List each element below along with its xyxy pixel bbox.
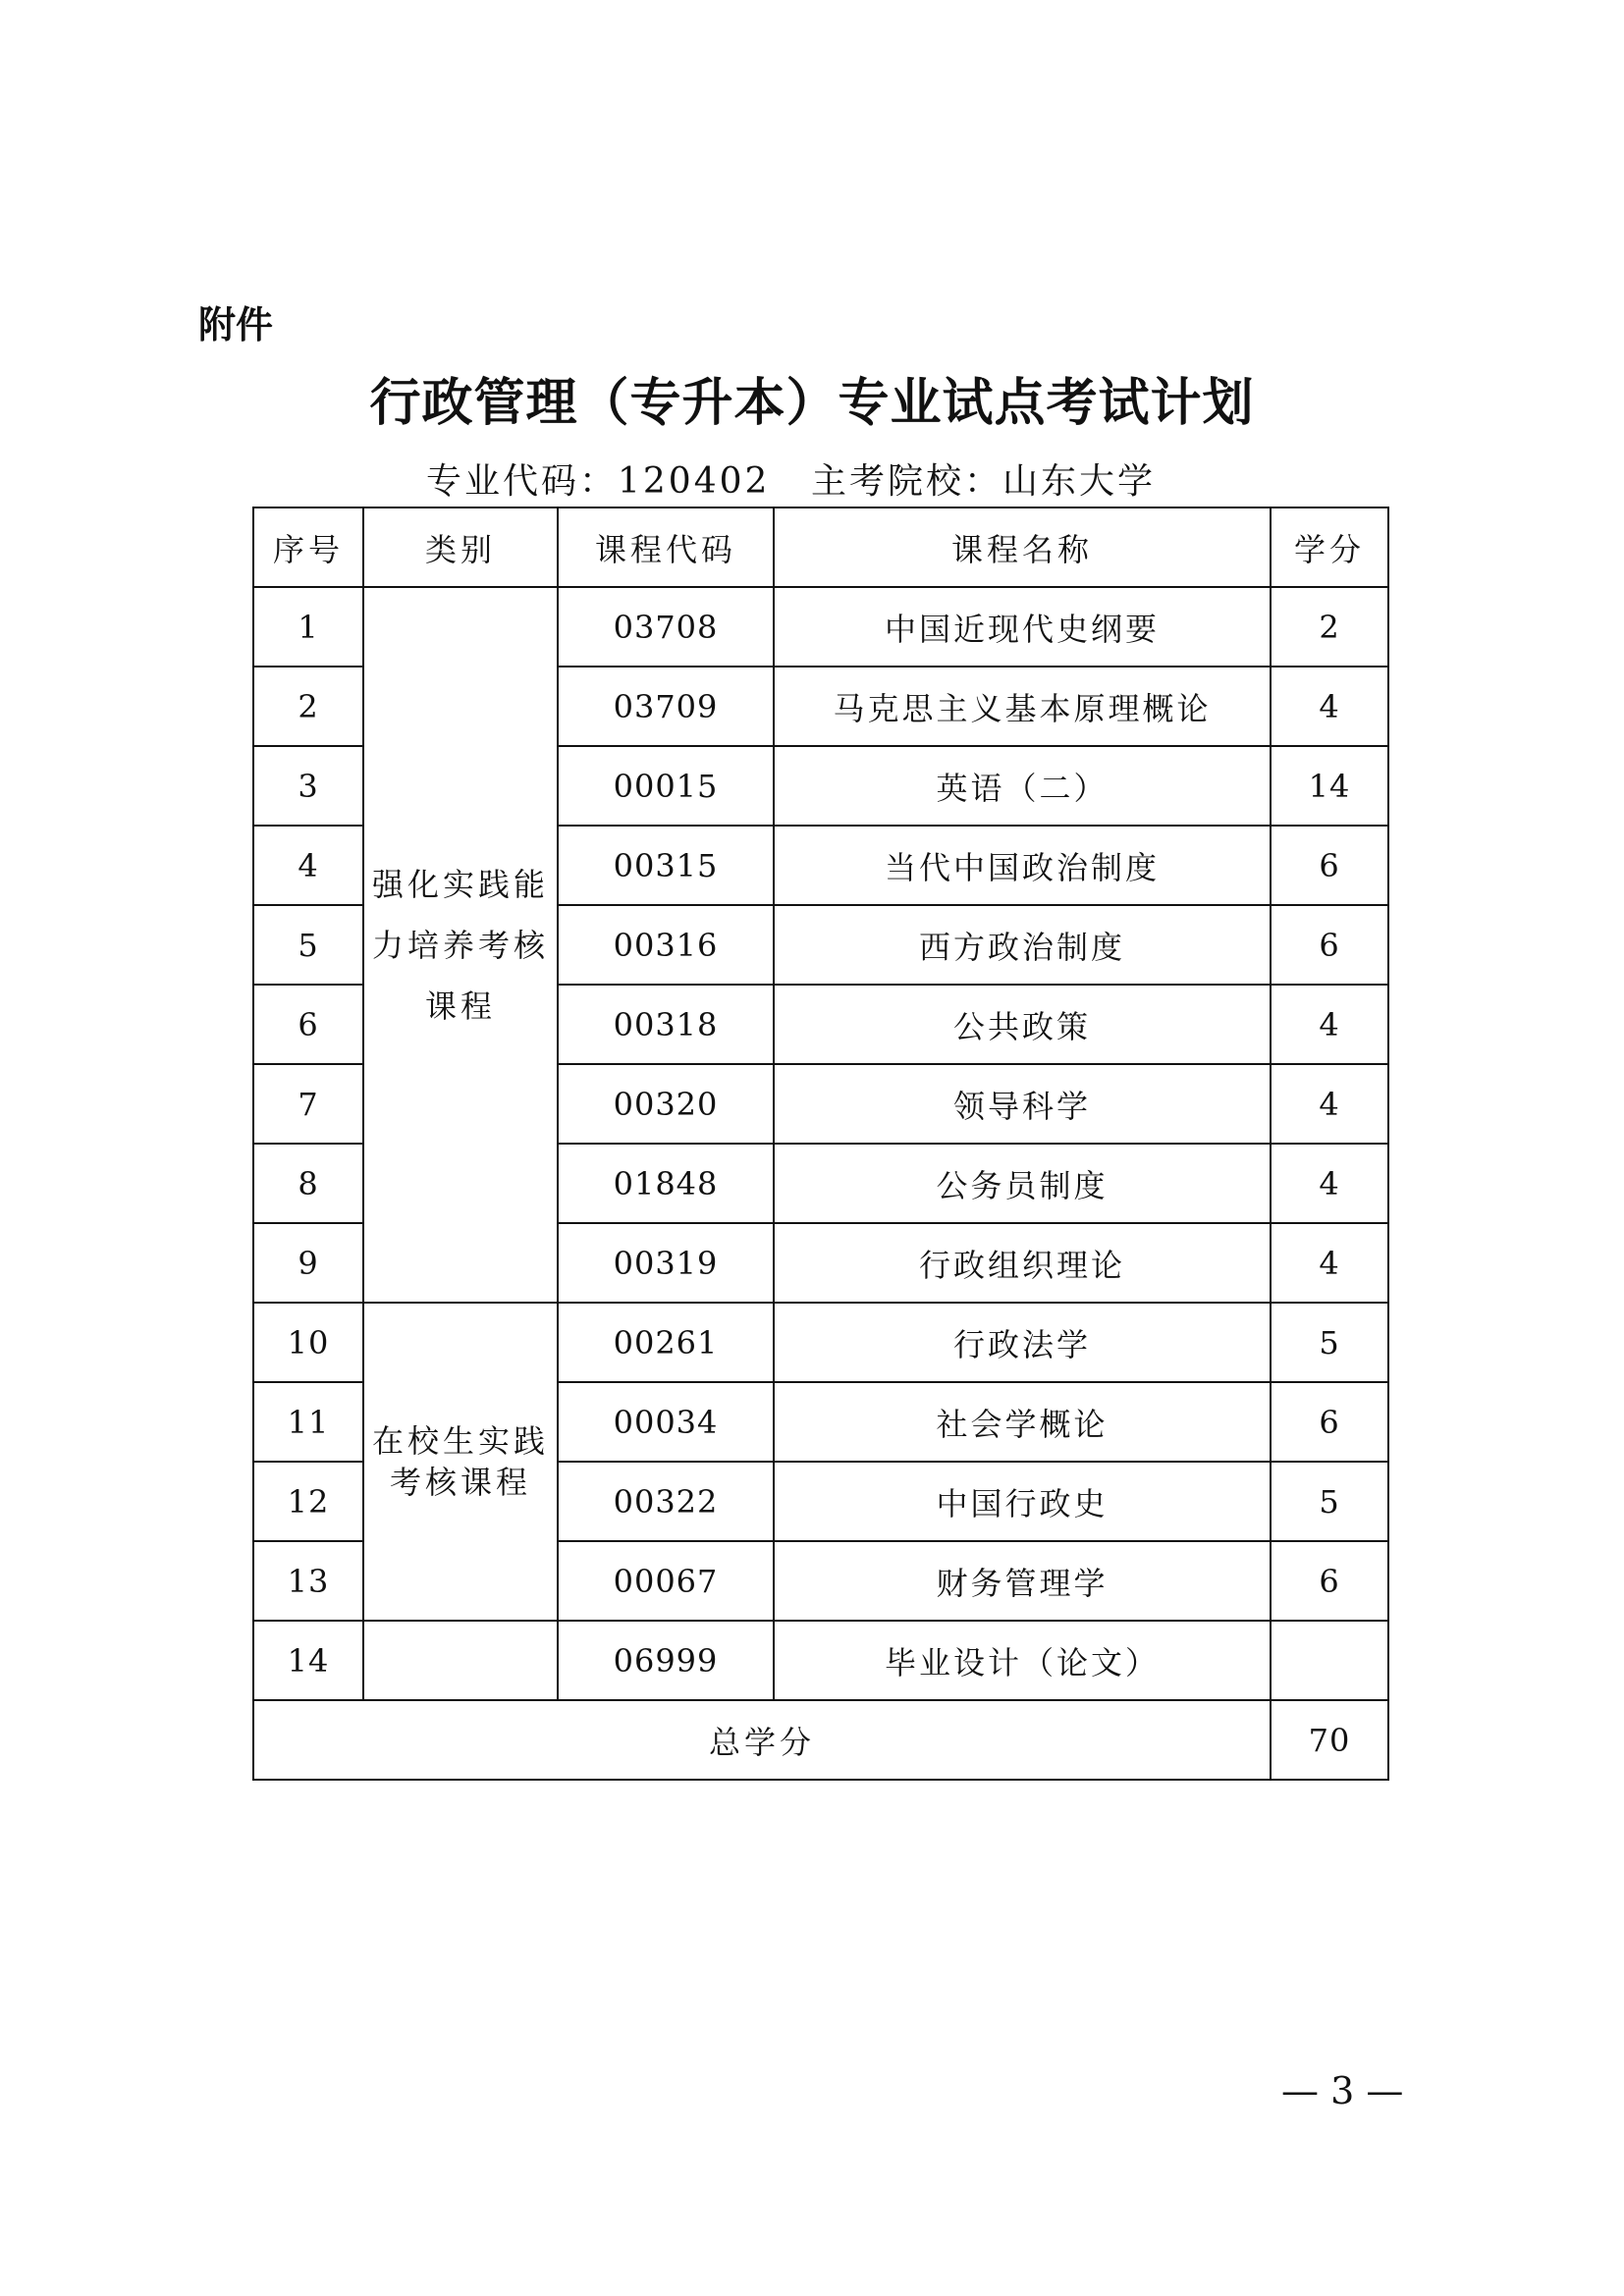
course-code: 06999 xyxy=(558,1621,774,1700)
credit: 4 xyxy=(1271,1223,1388,1303)
course-name: 公务员制度 xyxy=(774,1144,1271,1223)
row-no: 12 xyxy=(253,1462,363,1541)
document-title: 行政管理（专升本）专业试点考试计划 xyxy=(369,373,1255,433)
table-row xyxy=(253,1303,1388,1382)
course-code: 00319 xyxy=(558,1223,774,1303)
course-name: 领导科学 xyxy=(774,1064,1271,1144)
credit: 5 xyxy=(1271,1303,1388,1382)
course-name: 财务管理学 xyxy=(774,1541,1271,1621)
total-credit-label: 总学分 xyxy=(253,1700,1271,1780)
category-cell: 强化实践能力培养考核课程 xyxy=(363,587,558,1303)
header-credit: 学分 xyxy=(1271,507,1388,587)
course-name: 社会学概论 xyxy=(774,1382,1271,1462)
course-code: 00318 xyxy=(558,985,774,1064)
attachment-label: 附件 xyxy=(198,303,274,347)
credit: 4 xyxy=(1271,985,1388,1064)
major-code: 专业代码：120402 xyxy=(426,461,771,502)
row-no: 7 xyxy=(253,1064,363,1144)
credit: 4 xyxy=(1271,1064,1388,1144)
credit: 4 xyxy=(1271,667,1388,746)
credit: 6 xyxy=(1271,1382,1388,1462)
category-cell-empty xyxy=(363,1621,558,1700)
course-name: 中国近现代史纲要 xyxy=(774,587,1271,667)
row-no: 10 xyxy=(253,1303,363,1382)
course-name: 马克思主义基本原理概论 xyxy=(774,667,1271,746)
credit: 4 xyxy=(1271,1144,1388,1223)
course-code: 00034 xyxy=(558,1382,774,1462)
credit: 14 xyxy=(1271,746,1388,826)
header-category: 类别 xyxy=(363,507,558,587)
credit xyxy=(1271,1621,1388,1700)
row-no: 13 xyxy=(253,1541,363,1621)
course-code: 00261 xyxy=(558,1303,774,1382)
row-no: 14 xyxy=(253,1621,363,1700)
exam-plan-table xyxy=(252,507,1389,1781)
course-code: 00067 xyxy=(558,1541,774,1621)
course-name: 毕业设计（论文） xyxy=(774,1621,1271,1700)
header-no: 序号 xyxy=(253,507,363,587)
course-code: 01848 xyxy=(558,1144,774,1223)
course-code: 00315 xyxy=(558,826,774,905)
credit: 5 xyxy=(1271,1462,1388,1541)
course-name: 公共政策 xyxy=(774,985,1271,1064)
course-code: 00322 xyxy=(558,1462,774,1541)
row-no: 11 xyxy=(253,1382,363,1462)
course-name: 行政法学 xyxy=(774,1303,1271,1382)
page-number: — 3 — xyxy=(1281,2069,1404,2112)
table-row xyxy=(253,587,1388,667)
course-name: 英语（二） xyxy=(774,746,1271,826)
header-course-name: 课程名称 xyxy=(774,507,1271,587)
course-code: 03708 xyxy=(558,587,774,667)
credit: 6 xyxy=(1271,1541,1388,1621)
course-name: 行政组织理论 xyxy=(774,1223,1271,1303)
row-no: 4 xyxy=(253,826,363,905)
credit: 2 xyxy=(1271,587,1388,667)
examining-school: 主考院校：山东大学 xyxy=(811,461,1157,502)
course-code: 03709 xyxy=(558,667,774,746)
table-row xyxy=(253,1621,1388,1700)
credit: 6 xyxy=(1271,826,1388,905)
row-no: 9 xyxy=(253,1223,363,1303)
row-no: 2 xyxy=(253,667,363,746)
row-no: 1 xyxy=(253,587,363,667)
header-course-code: 课程代码 xyxy=(558,507,774,587)
total-credit-value: 70 xyxy=(1271,1700,1388,1780)
category-cell: 在校生实践考核课程 xyxy=(363,1303,558,1621)
course-name: 中国行政史 xyxy=(774,1462,1271,1541)
row-no: 3 xyxy=(253,746,363,826)
total-row xyxy=(253,1700,1388,1780)
course-name: 西方政治制度 xyxy=(774,905,1271,985)
row-no: 8 xyxy=(253,1144,363,1223)
row-no: 6 xyxy=(253,985,363,1064)
course-name: 当代中国政治制度 xyxy=(774,826,1271,905)
course-code: 00015 xyxy=(558,746,774,826)
row-no: 5 xyxy=(253,905,363,985)
course-code: 00320 xyxy=(558,1064,774,1144)
table-header-row xyxy=(253,507,1388,587)
course-code: 00316 xyxy=(558,905,774,985)
credit: 6 xyxy=(1271,905,1388,985)
